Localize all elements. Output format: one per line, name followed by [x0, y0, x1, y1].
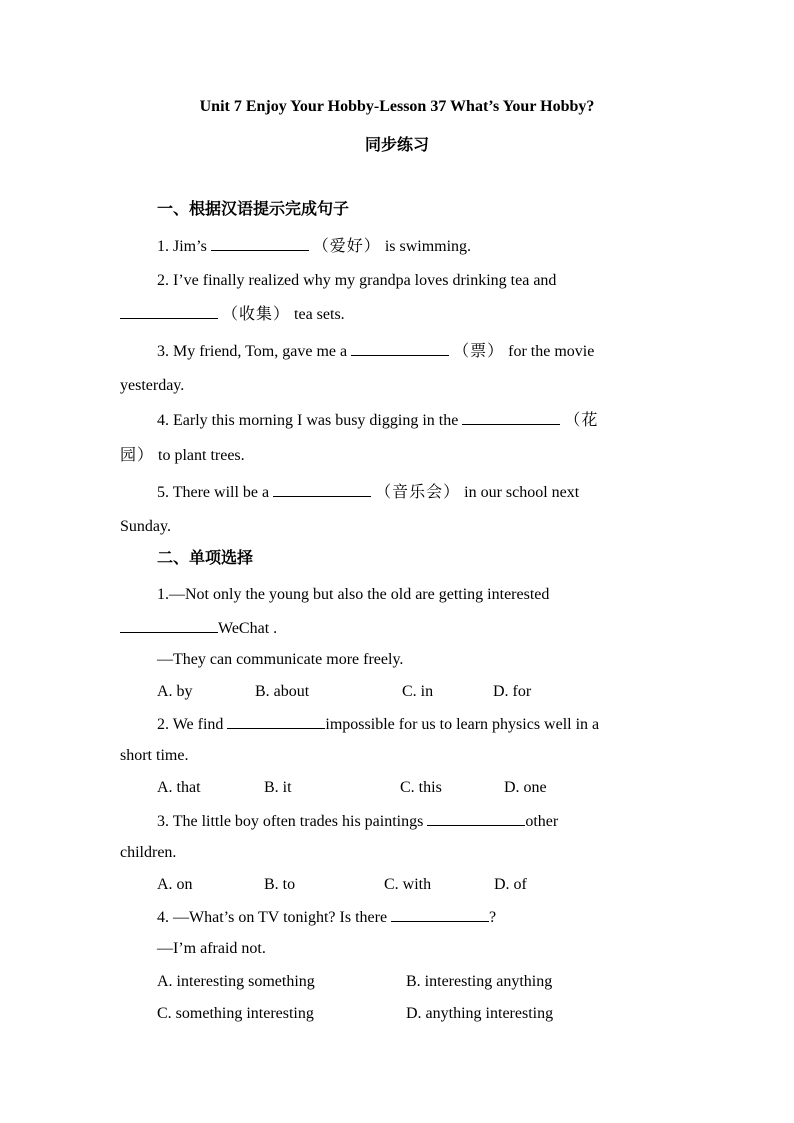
- s1-q2-blank[interactable]: [120, 304, 218, 319]
- s1-q3-line2: yesterday.: [120, 377, 185, 394]
- s2-q4-line1: [157, 907, 496, 928]
- s1-q3-line1: [157, 341, 594, 362]
- s2-q1-option-a[interactable]: A. by: [157, 683, 193, 700]
- s1-q5-hint: （音乐会）: [375, 484, 461, 501]
- s2-q2-line1: [157, 714, 599, 735]
- s1-q3-text-a: 3. My friend, Tom, gave me a: [157, 343, 348, 360]
- s1-q2-line2: [120, 304, 345, 325]
- page-subtitle: 同步练习: [364, 137, 429, 154]
- s2-q4-option-c[interactable]: C. something interesting: [157, 1005, 314, 1022]
- s1-q4-line2: [120, 446, 245, 466]
- s2-q4-option-d[interactable]: D. anything interesting: [406, 1005, 554, 1022]
- s1-q4-text-b: to plant trees.: [158, 447, 245, 464]
- s2-q4-option-b[interactable]: B. interesting anything: [406, 973, 553, 990]
- s2-q1-line2: [120, 618, 277, 639]
- s1-q5-text-b: in our school next: [464, 484, 580, 501]
- s1-q5-text-a: 5. There will be a: [157, 484, 270, 501]
- s2-q3-blank[interactable]: [427, 811, 525, 826]
- s1-q3-hint: （票）: [453, 343, 505, 360]
- s2-q2-option-c[interactable]: C. this: [400, 779, 442, 796]
- s1-q4-line1: [157, 410, 598, 431]
- s2-q4-line2: —I’m afraid not.: [157, 940, 266, 957]
- s1-q2-text-b: tea sets.: [294, 306, 345, 323]
- s1-q1-text-b: is swimming.: [384, 238, 472, 255]
- s1-q1-hint: （爱好）: [312, 238, 381, 255]
- s2-q1-line1: 1.—Not only the young but also the old are getting interested: [157, 586, 550, 603]
- s1-q3-text-b: for the movie: [508, 343, 595, 360]
- s1-q4-hint-2: 园）: [120, 447, 155, 464]
- s1-q1: [157, 236, 471, 257]
- s2-q1-option-b[interactable]: B. about: [255, 683, 310, 700]
- s1-q1-blank[interactable]: [211, 236, 309, 251]
- s1-q4-blank[interactable]: [462, 410, 560, 425]
- s2-q4-text-a: 4. —What’s on TV tonight? Is there: [157, 909, 388, 926]
- s2-q3-option-c[interactable]: C. with: [384, 876, 432, 893]
- s1-q5-blank[interactable]: [273, 482, 371, 497]
- s2-q3-option-b[interactable]: B. to: [264, 876, 296, 893]
- s2-q3-line2: children.: [120, 844, 177, 861]
- s2-q3-option-d[interactable]: D. of: [494, 876, 527, 893]
- s2-q1-blank[interactable]: [120, 618, 218, 633]
- s2-q2-line2: short time.: [120, 747, 189, 764]
- s2-q2-option-b[interactable]: B. it: [264, 779, 292, 796]
- section1-heading: 一、根据汉语提示完成句子: [157, 201, 350, 218]
- s1-q5-line1: [157, 482, 579, 503]
- s2-q4-option-a[interactable]: A. interesting something: [157, 973, 315, 990]
- s2-q3-text-a: 3. The little boy often trades his paintings: [157, 813, 424, 830]
- s2-q1-option-d[interactable]: D. for: [493, 683, 532, 700]
- s2-q2-option-d[interactable]: D. one: [504, 779, 547, 796]
- s2-q2-text-b: impossible for us to learn physics well in a: [325, 716, 600, 733]
- s2-q3-option-a[interactable]: A. on: [157, 876, 193, 893]
- s1-q4-hint-1: （花: [564, 412, 599, 429]
- s2-q1-line3: —They can communicate more freely.: [157, 651, 404, 668]
- s2-q2-blank[interactable]: [227, 714, 325, 729]
- section2-heading: 二、单项选择: [157, 550, 254, 567]
- s2-q4-blank[interactable]: [391, 907, 489, 922]
- s2-q2-text-a: 2. We find: [157, 716, 224, 733]
- s2-q3-line1: [157, 811, 558, 832]
- s1-q5-line2: Sunday.: [120, 518, 171, 535]
- s2-q1-option-c[interactable]: C. in: [402, 683, 434, 700]
- s2-q1-text-b: WeChat .: [218, 620, 278, 637]
- s2-q3-text-b: other: [525, 813, 559, 830]
- s1-q2-line1: 2. I’ve finally realized why my grandpa loves drinking tea and: [157, 272, 557, 289]
- s2-q2-option-a[interactable]: A. that: [157, 779, 201, 796]
- s1-q2-hint: （收集）: [222, 306, 291, 323]
- s1-q1-text-a: 1. Jim’s: [157, 238, 207, 255]
- s1-q3-blank[interactable]: [351, 341, 449, 356]
- s2-q4-text-b: ?: [489, 909, 497, 926]
- s1-q4-text-a: 4. Early this morning I was busy digging in the: [157, 412, 459, 429]
- page-title: Unit 7 Enjoy Your Hobby-Lesson 37 What’s Your Hobby?: [199, 98, 595, 115]
